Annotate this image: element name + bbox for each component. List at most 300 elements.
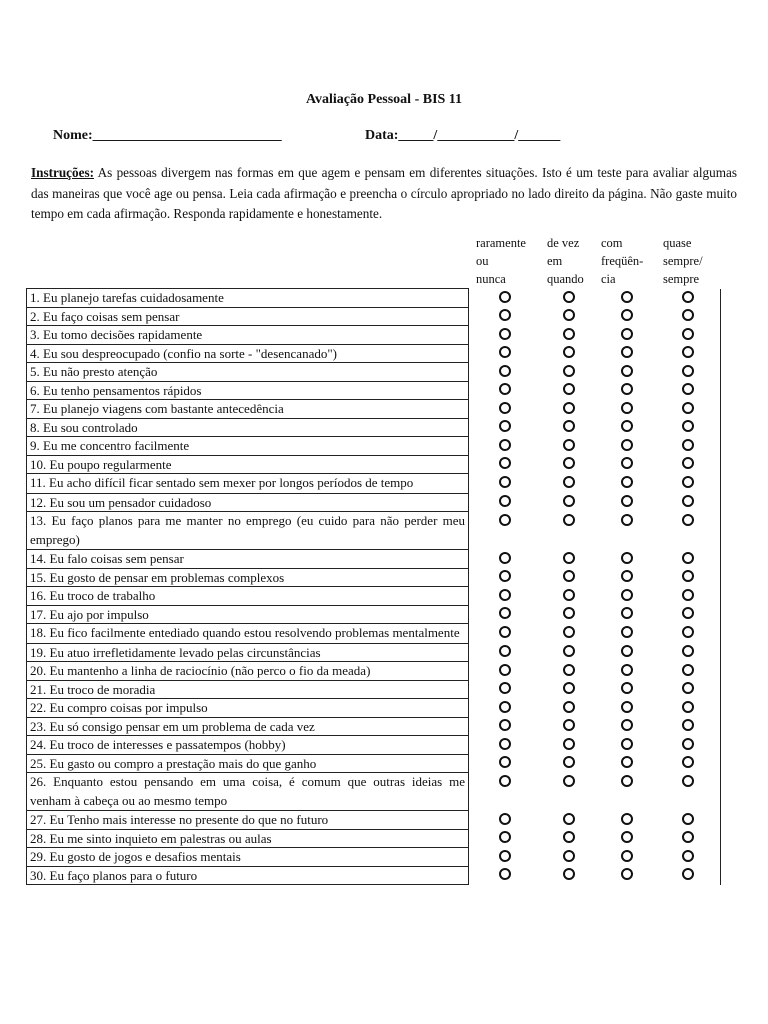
item-statement: 21. Eu troco de moradia [27, 680, 469, 699]
item-statement: 6. Eu tenho pensamentos rápidos [27, 381, 469, 400]
option-cell-often [597, 307, 657, 326]
option-cell-often [597, 493, 657, 512]
item-statement: 24. Eu troco de interesses e passatempos (hobby) [27, 736, 469, 755]
radio-circle-icon[interactable] [621, 850, 633, 862]
item-statement: 30. Eu faço planos para o futuro [27, 866, 469, 885]
radio-circle-icon[interactable] [682, 457, 694, 469]
radio-circle-icon[interactable] [563, 514, 575, 526]
option-cell-rarely [469, 829, 541, 848]
radio-circle-icon[interactable] [563, 664, 575, 676]
option-cell-rarely [469, 474, 541, 494]
radio-circle-icon[interactable] [563, 420, 575, 432]
radio-circle-icon[interactable] [563, 868, 575, 880]
radio-circle-icon[interactable] [499, 868, 511, 880]
date-field[interactable]: Data:_____/___________/______ [365, 128, 561, 143]
column-header-line: quase [663, 236, 692, 250]
item-statement: 5. Eu não presto atenção [27, 363, 469, 382]
radio-circle-icon[interactable] [682, 495, 694, 507]
item-statement: 23. Eu só consigo pensar em um problema de cada vez [27, 717, 469, 736]
radio-circle-icon[interactable] [499, 514, 511, 526]
option-cell-sometimes [541, 400, 597, 419]
radio-circle-icon[interactable] [621, 402, 633, 414]
radio-circle-icon[interactable] [682, 645, 694, 657]
column-header-often [601, 234, 643, 288]
option-cell-often [597, 829, 657, 848]
table-row [27, 512, 721, 550]
radio-circle-icon[interactable] [621, 589, 633, 601]
option-cell-always [657, 587, 721, 606]
table-row [27, 643, 721, 662]
item-statement: 29. Eu gosto de jogos e desafios mentais [27, 848, 469, 867]
option-cell-always [657, 474, 721, 494]
option-cell-rarely [469, 754, 541, 773]
radio-circle-icon[interactable] [499, 457, 511, 469]
option-cell-sometimes [541, 381, 597, 400]
option-cell-rarely [469, 680, 541, 699]
option-cell-sometimes [541, 289, 597, 308]
column-header-line: nunca [476, 272, 506, 286]
option-cell-often [597, 550, 657, 569]
table-row [27, 363, 721, 382]
radio-circle-icon[interactable] [621, 831, 633, 843]
radio-circle-icon[interactable] [563, 813, 575, 825]
radio-circle-icon[interactable] [499, 775, 511, 787]
column-header-always [663, 234, 703, 288]
item-statement: 20. Eu mantenho a linha de raciocínio (não perco o fio da meada) [27, 662, 469, 681]
radio-circle-icon[interactable] [499, 402, 511, 414]
option-cell-sometimes [541, 811, 597, 830]
option-cell-always [657, 662, 721, 681]
radio-circle-icon[interactable] [682, 701, 694, 713]
option-cell-sometimes [541, 717, 597, 736]
instructions-text: As pessoas divergem nas formas em que agem e pensam em diferentes situações. Isto é um teste para avaliar algumas das maneiras que você age ou pensa. Leia cada afirmação e preencha o círculo apropriado no lado direito da página. Não gaste muito tempo em cada afirmação. Responda rapidamente e honestamente. [31, 165, 737, 221]
radio-circle-icon[interactable] [682, 589, 694, 601]
radio-circle-icon[interactable] [682, 365, 694, 377]
item-statement: 8. Eu sou controlado [27, 418, 469, 437]
radio-circle-icon[interactable] [682, 514, 694, 526]
radio-circle-icon[interactable] [621, 813, 633, 825]
option-cell-sometimes [541, 829, 597, 848]
radio-circle-icon[interactable] [621, 664, 633, 676]
option-cell-often [597, 717, 657, 736]
radio-circle-icon[interactable] [563, 346, 575, 358]
option-cell-rarely [469, 605, 541, 624]
radio-circle-icon[interactable] [682, 291, 694, 303]
table-row [27, 568, 721, 587]
radio-circle-icon[interactable] [682, 850, 694, 862]
radio-circle-icon[interactable] [499, 831, 511, 843]
radio-circle-icon[interactable] [499, 850, 511, 862]
radio-circle-icon[interactable] [621, 775, 633, 787]
option-cell-sometimes [541, 624, 597, 644]
radio-circle-icon[interactable] [682, 664, 694, 676]
option-cell-always [657, 736, 721, 755]
option-cell-sometimes [541, 437, 597, 456]
radio-circle-icon[interactable] [621, 383, 633, 395]
table-row [27, 605, 721, 624]
radio-circle-icon[interactable] [682, 868, 694, 880]
radio-circle-icon[interactable] [563, 831, 575, 843]
radio-circle-icon[interactable] [682, 719, 694, 731]
option-cell-sometimes [541, 754, 597, 773]
option-cell-always [657, 437, 721, 456]
radio-circle-icon[interactable] [621, 328, 633, 340]
column-header-line: quando [547, 272, 584, 286]
radio-circle-icon[interactable] [563, 476, 575, 488]
radio-circle-icon[interactable] [563, 552, 575, 564]
option-cell-sometimes [541, 493, 597, 512]
radio-circle-icon[interactable] [499, 439, 511, 451]
radio-circle-icon[interactable] [499, 607, 511, 619]
table-row [27, 437, 721, 456]
option-cell-often [597, 643, 657, 662]
option-cell-always [657, 680, 721, 699]
option-cell-always [657, 344, 721, 363]
column-header-line: ou [476, 254, 489, 268]
radio-circle-icon[interactable] [499, 682, 511, 694]
radio-circle-icon[interactable] [563, 439, 575, 451]
item-statement: 27. Eu Tenho mais interesse no presente do que no futuro [27, 811, 469, 830]
table-row [27, 624, 721, 644]
option-cell-often [597, 587, 657, 606]
option-cell-always [657, 866, 721, 885]
option-cell-often [597, 474, 657, 494]
option-cell-often [597, 605, 657, 624]
option-cell-often [597, 754, 657, 773]
column-header-sometimes [547, 234, 584, 288]
option-cell-often [597, 624, 657, 644]
item-statement: 10. Eu poupo regularmente [27, 455, 469, 474]
radio-circle-icon[interactable] [563, 570, 575, 582]
radio-circle-icon[interactable] [621, 514, 633, 526]
radio-circle-icon[interactable] [563, 738, 575, 750]
option-cell-often [597, 568, 657, 587]
radio-circle-icon[interactable] [499, 291, 511, 303]
option-cell-always [657, 400, 721, 419]
table-row [27, 848, 721, 867]
option-cell-often [597, 866, 657, 885]
radio-circle-icon[interactable] [682, 831, 694, 843]
radio-circle-icon[interactable] [563, 701, 575, 713]
option-cell-rarely [469, 773, 541, 811]
name-field[interactable]: Nome:___________________________ [53, 128, 282, 143]
option-cell-sometimes [541, 455, 597, 474]
radio-circle-icon[interactable] [499, 719, 511, 731]
table-row [27, 866, 721, 885]
option-cell-rarely [469, 550, 541, 569]
page-title: Avaliação Pessoal - BIS 11 [305, 92, 463, 107]
item-statement: 13. Eu faço planos para me manter no emprego (eu cuido para não perder meu emprego) [27, 512, 469, 550]
option-cell-rarely [469, 568, 541, 587]
option-cell-rarely [469, 326, 541, 345]
option-cell-rarely [469, 344, 541, 363]
radio-circle-icon[interactable] [621, 457, 633, 469]
option-cell-sometimes [541, 587, 597, 606]
radio-circle-icon[interactable] [563, 291, 575, 303]
radio-circle-icon[interactable] [682, 570, 694, 582]
table-row [27, 344, 721, 363]
option-cell-always [657, 381, 721, 400]
table-row [27, 289, 721, 308]
option-cell-always [657, 605, 721, 624]
column-header-line: de vez [547, 236, 580, 250]
radio-circle-icon[interactable] [499, 813, 511, 825]
radio-circle-icon[interactable] [499, 738, 511, 750]
radio-circle-icon[interactable] [682, 402, 694, 414]
radio-circle-icon[interactable] [499, 365, 511, 377]
radio-circle-icon[interactable] [682, 346, 694, 358]
radio-circle-icon[interactable] [563, 495, 575, 507]
radio-circle-icon[interactable] [621, 626, 633, 638]
radio-circle-icon[interactable] [499, 756, 511, 768]
option-cell-sometimes [541, 699, 597, 718]
column-header-line: em [547, 254, 563, 268]
option-cell-rarely [469, 717, 541, 736]
radio-circle-icon[interactable] [499, 383, 511, 395]
radio-circle-icon[interactable] [499, 701, 511, 713]
option-cell-sometimes [541, 550, 597, 569]
radio-circle-icon[interactable] [563, 589, 575, 601]
option-cell-always [657, 418, 721, 437]
radio-circle-icon[interactable] [621, 495, 633, 507]
option-cell-often [597, 381, 657, 400]
radio-circle-icon[interactable] [682, 682, 694, 694]
radio-circle-icon[interactable] [682, 383, 694, 395]
item-statement: 19. Eu atuo irrefletidamente levado pelas circunstâncias [27, 643, 469, 662]
radio-circle-icon[interactable] [499, 589, 511, 601]
option-cell-rarely [469, 866, 541, 885]
option-cell-sometimes [541, 605, 597, 624]
radio-circle-icon[interactable] [499, 346, 511, 358]
option-cell-rarely [469, 848, 541, 867]
option-cell-always [657, 829, 721, 848]
radio-circle-icon[interactable] [563, 682, 575, 694]
option-cell-always [657, 699, 721, 718]
radio-circle-icon[interactable] [563, 328, 575, 340]
column-header-rarely [476, 234, 526, 288]
radio-circle-icon[interactable] [621, 365, 633, 377]
option-cell-sometimes [541, 307, 597, 326]
item-statement: 7. Eu planejo viagens com bastante antecedência [27, 400, 469, 419]
option-cell-rarely [469, 455, 541, 474]
items-table [26, 288, 721, 885]
radio-circle-icon[interactable] [621, 868, 633, 880]
radio-circle-icon[interactable] [621, 738, 633, 750]
radio-circle-icon[interactable] [621, 476, 633, 488]
column-header-line: cia [601, 272, 616, 286]
option-cell-rarely [469, 289, 541, 308]
radio-circle-icon[interactable] [499, 309, 511, 321]
radio-circle-icon[interactable] [563, 402, 575, 414]
table-row [27, 550, 721, 569]
item-statement: 28. Eu me sinto inquieto em palestras ou aulas [27, 829, 469, 848]
radio-circle-icon[interactable] [621, 346, 633, 358]
table-row [27, 326, 721, 345]
option-cell-sometimes [541, 568, 597, 587]
radio-circle-icon[interactable] [682, 738, 694, 750]
radio-circle-icon[interactable] [682, 309, 694, 321]
item-statement: 1. Eu planejo tarefas cuidadosamente [27, 289, 469, 308]
option-cell-sometimes [541, 344, 597, 363]
option-cell-always [657, 848, 721, 867]
radio-circle-icon[interactable] [563, 719, 575, 731]
instructions [31, 163, 737, 225]
column-header-line: sempre/ [663, 254, 703, 268]
radio-circle-icon[interactable] [682, 775, 694, 787]
table-row [27, 587, 721, 606]
table-row [27, 754, 721, 773]
option-cell-rarely [469, 643, 541, 662]
table-row [27, 680, 721, 699]
item-statement: 25. Eu gasto ou compro a prestação mais do que ganho [27, 754, 469, 773]
option-cell-often [597, 437, 657, 456]
radio-circle-icon[interactable] [682, 756, 694, 768]
table-row [27, 307, 721, 326]
option-cell-often [597, 344, 657, 363]
option-cell-often [597, 326, 657, 345]
item-statement: 14. Eu falo coisas sem pensar [27, 550, 469, 569]
option-cell-often [597, 848, 657, 867]
radio-circle-icon[interactable] [563, 383, 575, 395]
radio-circle-icon[interactable] [621, 607, 633, 619]
radio-circle-icon[interactable] [499, 570, 511, 582]
radio-circle-icon[interactable] [621, 645, 633, 657]
item-statement: 17. Eu ajo por impulso [27, 605, 469, 624]
option-cell-rarely [469, 363, 541, 382]
radio-circle-icon[interactable] [499, 664, 511, 676]
radio-circle-icon[interactable] [499, 328, 511, 340]
option-cell-sometimes [541, 736, 597, 755]
option-cell-always [657, 773, 721, 811]
option-cell-often [597, 811, 657, 830]
item-statement: 18. Eu fico facilmente entediado quando estou resolvendo problemas mentalmente [27, 624, 469, 644]
radio-circle-icon[interactable] [621, 439, 633, 451]
radio-circle-icon[interactable] [682, 607, 694, 619]
item-statement: 4. Eu sou despreocupado (confio na sorte - "desencanado") [27, 344, 469, 363]
column-header-line: raramente [476, 236, 526, 250]
radio-circle-icon[interactable] [682, 420, 694, 432]
radio-circle-icon[interactable] [682, 328, 694, 340]
option-cell-always [657, 289, 721, 308]
radio-circle-icon[interactable] [563, 626, 575, 638]
option-cell-often [597, 418, 657, 437]
radio-circle-icon[interactable] [563, 850, 575, 862]
option-cell-always [657, 307, 721, 326]
option-cell-always [657, 717, 721, 736]
option-cell-often [597, 455, 657, 474]
option-cell-sometimes [541, 474, 597, 494]
radio-circle-icon[interactable] [682, 439, 694, 451]
option-cell-always [657, 493, 721, 512]
option-cell-rarely [469, 381, 541, 400]
table-row [27, 811, 721, 830]
radio-circle-icon[interactable] [621, 552, 633, 564]
radio-circle-icon[interactable] [499, 476, 511, 488]
radio-circle-icon[interactable] [563, 645, 575, 657]
table-row [27, 474, 721, 494]
radio-circle-icon[interactable] [499, 420, 511, 432]
option-cell-rarely [469, 512, 541, 550]
column-header-line: sempre [663, 272, 700, 286]
table-row [27, 493, 721, 512]
column-header-line: freqüên- [601, 254, 644, 268]
radio-circle-icon[interactable] [563, 309, 575, 321]
option-cell-sometimes [541, 773, 597, 811]
option-cell-often [597, 363, 657, 382]
instructions-lead: Instruções: [31, 165, 95, 180]
option-cell-often [597, 400, 657, 419]
radio-circle-icon[interactable] [621, 570, 633, 582]
item-statement: 11. Eu acho difícil ficar sentado sem mexer por longos períodos de tempo [27, 474, 469, 494]
option-cell-rarely [469, 811, 541, 830]
radio-circle-icon[interactable] [621, 682, 633, 694]
option-cell-always [657, 754, 721, 773]
option-cell-often [597, 680, 657, 699]
item-statement: 15. Eu gosto de pensar em problemas complexos [27, 568, 469, 587]
radio-circle-icon[interactable] [499, 495, 511, 507]
column-header-line: com [601, 236, 623, 250]
radio-circle-icon[interactable] [621, 291, 633, 303]
radio-circle-icon[interactable] [682, 813, 694, 825]
radio-circle-icon[interactable] [682, 476, 694, 488]
option-cell-sometimes [541, 866, 597, 885]
option-cell-sometimes [541, 848, 597, 867]
radio-circle-icon[interactable] [621, 309, 633, 321]
option-cell-rarely [469, 736, 541, 755]
option-cell-often [597, 773, 657, 811]
item-statement: 16. Eu troco de trabalho [27, 587, 469, 606]
option-cell-sometimes [541, 418, 597, 437]
table-row [27, 662, 721, 681]
radio-circle-icon[interactable] [563, 756, 575, 768]
radio-circle-icon[interactable] [682, 552, 694, 564]
option-cell-rarely [469, 662, 541, 681]
option-cell-rarely [469, 624, 541, 644]
option-cell-rarely [469, 587, 541, 606]
option-cell-sometimes [541, 680, 597, 699]
option-cell-sometimes [541, 662, 597, 681]
radio-circle-icon[interactable] [563, 775, 575, 787]
option-cell-often [597, 512, 657, 550]
radio-circle-icon[interactable] [621, 719, 633, 731]
items-body [27, 289, 721, 885]
option-cell-always [657, 811, 721, 830]
radio-circle-icon[interactable] [621, 420, 633, 432]
option-cell-sometimes [541, 363, 597, 382]
radio-circle-icon[interactable] [621, 756, 633, 768]
option-cell-always [657, 624, 721, 644]
item-statement: 3. Eu tomo decisões rapidamente [27, 326, 469, 345]
option-cell-rarely [469, 437, 541, 456]
radio-circle-icon[interactable] [499, 552, 511, 564]
radio-circle-icon[interactable] [563, 365, 575, 377]
item-statement: 22. Eu compro coisas por impulso [27, 699, 469, 718]
radio-circle-icon[interactable] [563, 607, 575, 619]
radio-circle-icon[interactable] [621, 701, 633, 713]
radio-circle-icon[interactable] [499, 645, 511, 657]
radio-circle-icon[interactable] [563, 457, 575, 469]
radio-circle-icon[interactable] [499, 626, 511, 638]
option-cell-always [657, 643, 721, 662]
option-cell-often [597, 699, 657, 718]
option-cell-sometimes [541, 512, 597, 550]
table-row [27, 381, 721, 400]
table-row [27, 736, 721, 755]
option-cell-often [597, 289, 657, 308]
column-headers [0, 234, 768, 288]
table-row [27, 455, 721, 474]
radio-circle-icon[interactable] [682, 626, 694, 638]
